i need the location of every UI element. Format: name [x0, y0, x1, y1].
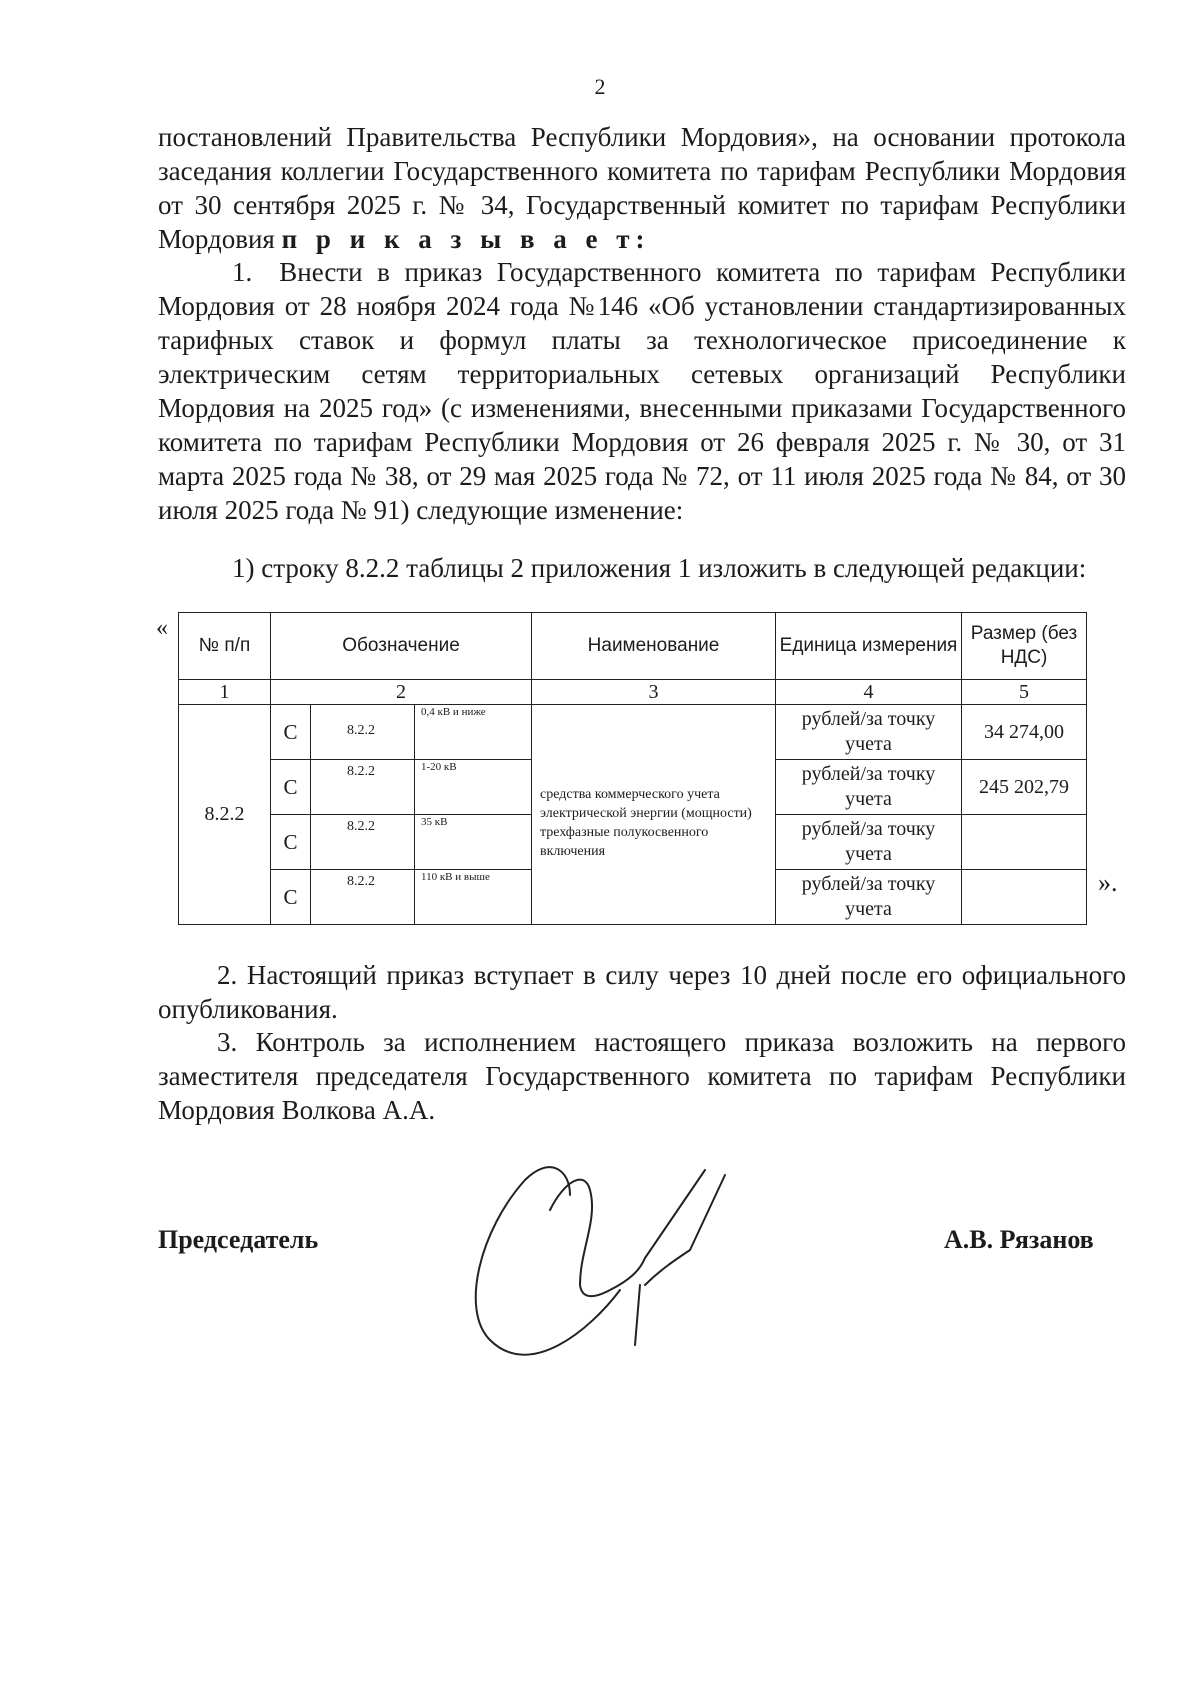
column-number: 3 — [532, 680, 776, 705]
row-description: средства коммерческого учета электрической энергии (мощности) трехфазные полукосвенного включения — [532, 705, 776, 925]
table-close-quote: ». — [1098, 868, 1118, 897]
header-num: № п/п — [179, 613, 271, 680]
row-code: 8.2.2 — [311, 870, 415, 925]
row-letter: С — [271, 760, 311, 815]
sub-item-1-paragraph: 1) строку 8.2.2 таблицы 2 приложения 1 изложить в следующей редакции: — [232, 553, 1087, 583]
header-name: Наименование — [532, 613, 776, 680]
signature-stroke — [476, 1167, 725, 1355]
row-unit: рублей/за точку учета — [776, 705, 962, 760]
table-row — [179, 705, 1087, 760]
row-unit: рублей/за точку учета — [776, 815, 962, 870]
row-voltage: 35 кВ — [415, 815, 532, 870]
header-size: Размер (без НДС) — [962, 613, 1087, 680]
row-voltage: 0,4 кВ и ниже — [415, 705, 532, 760]
row-value — [962, 870, 1087, 925]
item-3-paragraph: 3. Контроль за исполнением настоящего приказа возложить на первого заместителя председателя Государственного комитета по тарифам Республики Мордовия Волкова А.А. — [158, 1027, 1126, 1125]
column-number: 1 — [179, 680, 271, 705]
row-unit: рублей/за точку учета — [776, 870, 962, 925]
handwritten-signature — [470, 1150, 790, 1370]
table-open-quote: « — [156, 615, 168, 641]
signer-name: А.В. Рязанов — [944, 1225, 1094, 1254]
column-number: 4 — [776, 680, 962, 705]
row-letter: С — [271, 705, 311, 760]
row-code: 8.2.2 — [311, 705, 415, 760]
row-number: 8.2.2 — [179, 705, 271, 925]
intro-text: постановлений Правительства Республики Мордовия», на основании протокола заседания коллегии Государственного комитета по тарифам Республики Мордовия от 30 сентября 2025 г. № 34, Государственный комитет по тарифам Республики Мордовия — [158, 122, 1126, 254]
row-code: 8.2.2 — [311, 760, 415, 815]
signer-title: Председатель — [158, 1225, 319, 1254]
column-number: 5 — [962, 680, 1087, 705]
row-value — [962, 815, 1087, 870]
header-unit: Единица измерения — [776, 613, 962, 680]
column-number: 2 — [271, 680, 532, 705]
tariff-table — [178, 612, 1087, 925]
row-value: 34 274,00 — [962, 705, 1087, 760]
row-unit: рублей/за точку учета — [776, 760, 962, 815]
table-header-row — [179, 613, 1087, 680]
item-2-paragraph: 2. Настоящий приказ вступает в силу через 10 дней после его официального опубликования. — [158, 960, 1126, 1024]
row-code: 8.2.2 — [311, 815, 415, 870]
column-number-row — [179, 680, 1087, 705]
order-word: п р и к а з ы в а е т: — [281, 224, 651, 254]
row-voltage: 1-20 кВ — [415, 760, 532, 815]
page-number: 2 — [594, 74, 606, 99]
row-voltage: 110 кВ и выше — [415, 870, 532, 925]
row-letter: С — [271, 870, 311, 925]
row-value: 245 202,79 — [962, 760, 1087, 815]
row-letter: С — [271, 815, 311, 870]
intro-paragraph — [158, 120, 1126, 256]
item-1-paragraph: 1. Внести в приказ Государственного комитета по тарифам Республики Мордовия от 28 ноября 2024 года №146 «Об установлении стандартизированных тарифных ставок и формул платы за технологическое присоединение к электрическим сетям территориальных сетевых организаций Республики Мордовия на 2025 год» (с изменениями, внесенными приказами Государственного комитета по тарифам Республики Мордовия от 26 февраля 2025 г. № 30, от 31 марта 2025 года № 38, от 29 мая 2025 года № 72, от 11 июля 2025 года № 84, от 30 июля 2025 года № 91) следующие изменение: — [158, 257, 1126, 525]
header-designation: Обозначение — [271, 613, 532, 680]
